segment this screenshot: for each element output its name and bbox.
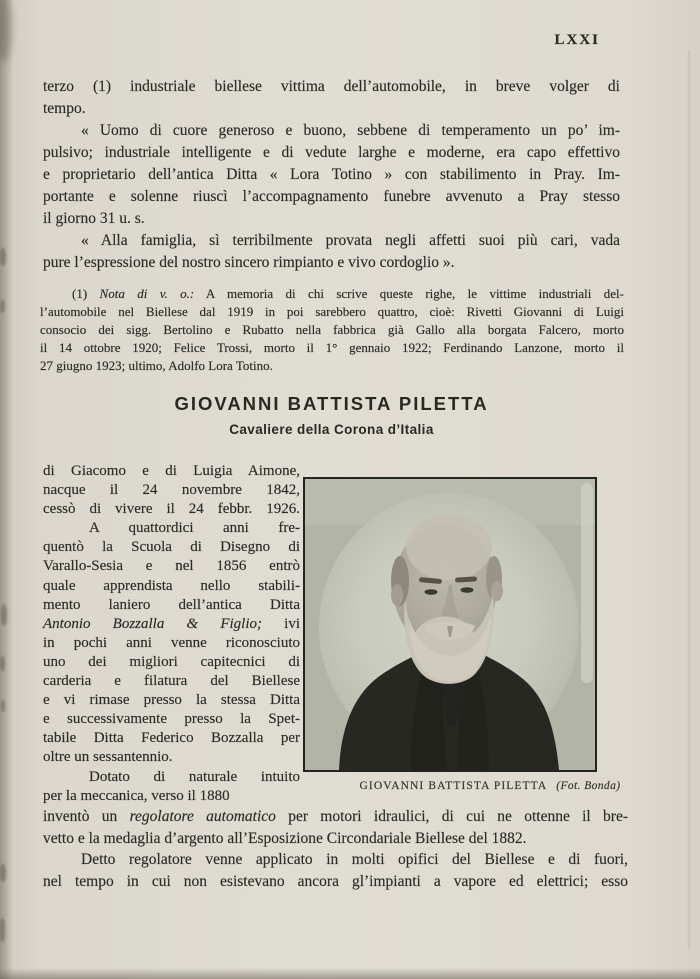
text-line: il 14 ottobre 1920; Felice Trossi, morto il 1° gennaio 1922; Ferdinando Lanzone, morto il [40,340,624,355]
text-line: il giorno 31 u. s. [43,210,145,227]
text-line: (1) Nota di v. o.: A memoria di chi scrive queste righe, le vittime industriali del- [72,286,624,301]
text-line: oltre un sessantennio. [43,749,173,766]
text-line: nacque il 24 novembre 1842, [43,482,300,499]
text-line: Detto regolatore venne applicato in molti opifici del Biellese e di fuori, [81,851,628,869]
portrait-photo-frame [303,477,597,772]
text-line: inventò un regolatore automatico per motori idraulici, di cui ne ottenne il bre- [43,808,628,825]
scan-blotch [0,248,6,266]
page-number: LXXI [554,32,600,48]
footnote [40,285,624,375]
text-line: cessò di vivere il 24 febbr. 1926. [43,501,300,518]
intro-text [43,76,620,274]
paragraph [43,230,620,274]
text-line: per la meccanica, verso il 1880 [43,787,230,804]
text-line: quentò la Scuola di Disegno di [43,539,300,556]
section-heading [43,395,620,436]
scan-blotch [0,864,6,882]
text-line: in pochi anni venne riconosciuto [43,634,300,651]
text-line: vetto e la medaglia d’argento all’Esposizione Circondariale Biellese del 1882. [43,829,527,847]
scan-edge-left [0,0,13,979]
left-column-text [43,462,300,806]
text-line: di Giacomo e di Luigia Aimone, [43,463,300,479]
section-subtitle: Cavaliere della Corona d’Italia [229,421,434,437]
text-line: Antonio Bozzalla & Figlio; ivi [43,615,300,632]
scan-blotch [1,604,7,626]
paragraph [43,806,628,849]
text-line: e successivamente presso la Spet- [43,711,300,728]
scan-edge-bottom [0,968,700,979]
scan-blotch [0,918,5,942]
text-line: uno dei migliori capitecnici di [43,653,300,670]
scan-crease [688,50,690,949]
text-line: nel tempo in cui non esistevano ancora gl’impianti a vapore ed elettrici; esso [43,872,628,890]
text-line: tempo. [43,100,86,117]
text-line: Dotato di naturale intuito [89,768,300,785]
text-line: e vi rimase presso la stessa Ditta [43,692,300,709]
portrait-image [305,479,595,770]
text-line: Varallo-Sesia e nel 1856 entrò [43,558,300,575]
text-line: l’automobile nel Biellese dal 1919 in poi sarebbero quattro, cioè: Rivetti Giovanni di Luigi [40,304,624,319]
photo-caption [340,780,640,792]
text-line: quale apprendista nello stabili- [43,577,300,594]
text-line: « Alla famiglia, sì terribilmente provata negli affetti suoi più cari, vada [81,232,620,249]
paragraph [43,76,620,120]
paragraph [43,849,628,892]
bottom-text [43,806,628,892]
text-line: consocio dei sigg. Bertolino e Rubatto nella fabbrica già Gallo alla borgata Falcero, morto [40,322,624,337]
text-line: carderia e filatura del Biellese [43,673,300,690]
text-line: mento laniero dell’antica Ditta [43,596,300,613]
text-line: « Uomo di cuore generoso e buono, sebbene di temperamento un po’ im- [81,122,620,139]
text-line: pure l’espressione del nostro sincero rimpianto e vivo cordoglio ». [43,254,455,271]
text-line: e proprietario dell’antica Ditta « Lora Totino » con stabilimento in Pray. Im- [43,166,620,183]
text-line: portante e solenne riuscì l’accompagnamento funebre avvenuto a Pray stesso [43,188,620,205]
text-line: A quattordici anni fre- [89,520,300,537]
photo-caption-credit: (Fot. Bonda) [556,780,621,792]
scan-blotch [1,700,5,712]
text-line: tabile Ditta Federico Bozzalla per [43,730,300,747]
paragraph [43,120,620,230]
section-title: GIOVANNI BATTISTA PILETTA [174,393,489,414]
photo-caption-name: GIOVANNI BATTISTA PILETTA [359,780,548,792]
text-line: 27 giugno 1923; ultimo, Adolfo Lora Totino. [40,358,273,373]
scan-blotch [0,300,5,313]
scan-blotch [0,656,5,671]
text-line: terzo (1) industriale biellese vittima dell’automobile, in breve volger di [43,78,620,95]
text-line: pulsivo; industriale intelligente e di vedute larghe e moderne, era capo effettivo [43,144,620,161]
